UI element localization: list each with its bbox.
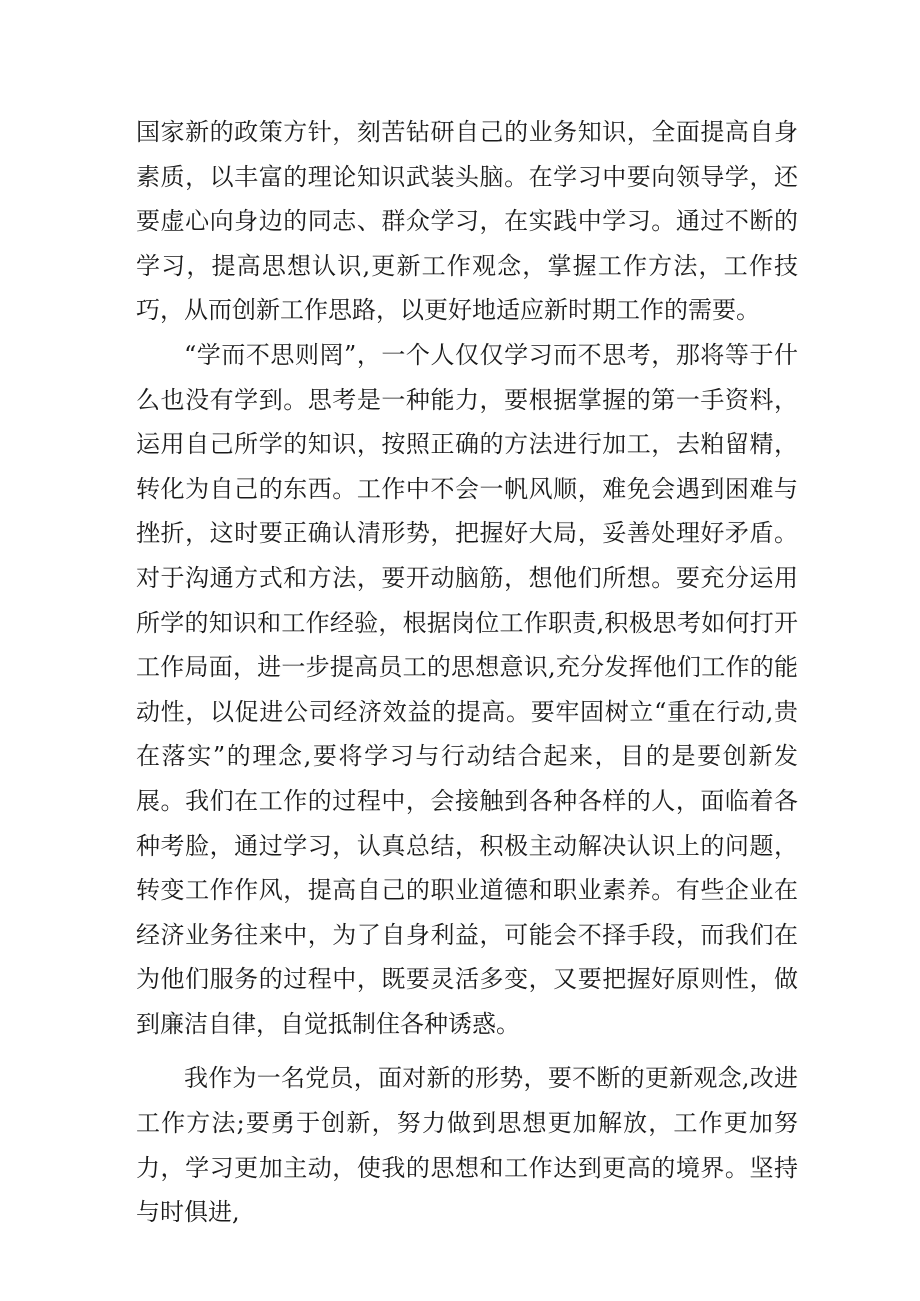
paragraph-3: 我作为一名党员，面对新的形势，要不断的更新观念,改进工作方法;要勇于创新，努力做到思想更加解放，工作更加努力，学习更加主动，使我的思想和工作达到更高的境界。坚持与时俱进,	[136, 1064, 798, 1227]
document-body	[136, 110, 798, 1235]
paragraph-1: 国家新的政策方针，刻苦钻研自己的业务知识，全面提高自身素质，以丰富的理论知识武装头脑。在学习中要向领导学，还要虚心向身边的同志、群众学习，在实践中学习。通过不断的学习，提高思想认识,更新工作观念，掌握工作方法，工作技巧，从而创新工作思路，以更好地适应新时期工作的需要。	[136, 118, 798, 325]
paragraph-2: “学而不思则罔”，一个人仅仅学习而不思考，那将等于什么也没有学到。思考是一种能力，要根据掌握的第一手资料，运用自己所学的知识，按照正确的方法进行加工，去粕留精，转化为自己的东西。工作中不会一帆风顺，难免会遇到困难与挫折，这时要正确认清形势，把握好大局，妥善处理好矛盾。对于沟通方式和方法，要开动脑筋，想他们所想。要充分运用所学的知识和工作经验，根据岗位工作职责,积极思考如何打开工作局面，进一步提高员工的思想意识,充分发挥他们工作的能动性，以促进公司经济效益的提高。要牢固树立“重在行动,贵在落实”的理念,要将学习与行动结合起来，目的是要创新发展。我们在工作的过程中，会接触到各种各样的人，面临着各种考脸，通过学习，认真总结，积极主动解决认识上的问题，转变工作作风，提高自己的职业道德和职业素养。有些企业在经济业务往来中，为了自身利益，可能会不择手段，而我们在为他们服务的过程中，既要灵活多变，又要把握好原则性，做到廉洁自律，自觉抵制住各种诱惑。	[136, 340, 798, 1038]
